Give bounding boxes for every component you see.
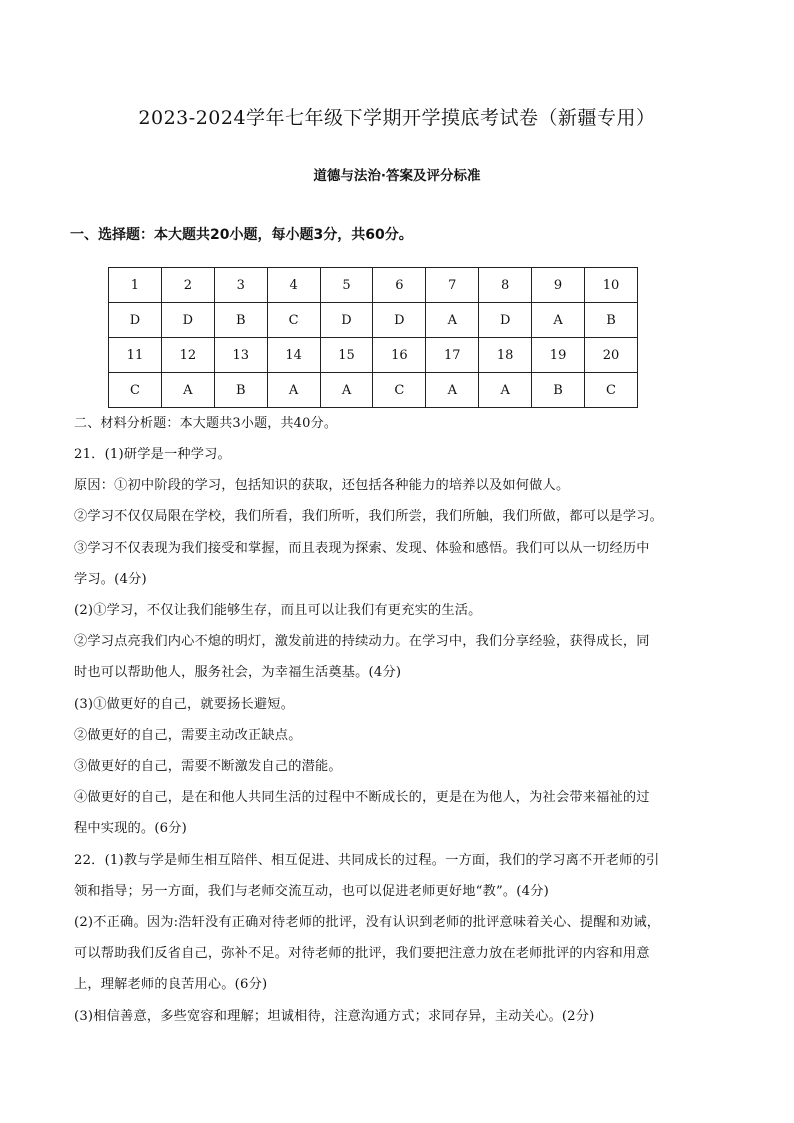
question-number-cell: 2 [161,268,214,303]
question-number-cell: 17 [426,338,479,373]
text-line: ②学习不仅仅局限在学校，我们所看，我们所听，我们所尝，我们所触，我们所做，都可以是学习。 [74,509,664,525]
text-line: ②做更好的自己，需要主动改正缺点。 [74,727,302,743]
text-line: ③做更好的自己，需要不断激发自己的潜能。 [74,759,342,774]
answer-table-row [109,303,638,338]
text-line: 领和指导；另一方面，我们与老师交流互动，也可以促进老师更好地“教”。(4分) [74,883,549,899]
question-number-cell: 9 [532,268,585,303]
question-number-cell: 3 [214,268,267,303]
text-line: 22．(1)教与学是师生相互陪伴、相互促进、共同成长的过程。一方面，我们的学习离不开老师的引 [74,852,660,868]
text-line: (3)相信善意，多些宽容和理解；坦诚相待，注意沟通方式；求同存异，主动关心。(2分) [74,1008,595,1024]
answer-cell: D [109,303,162,338]
answer-cell: D [320,303,373,338]
answer-cell: A [426,373,479,408]
text-line: 21．(1)研学是一种学习。 [74,447,231,462]
text-line: (2)①学习，不仅让我们能够生存，而且可以让我们有更充实的生活。 [74,603,482,618]
question-number-cell: 18 [479,338,532,373]
answer-cell: C [109,373,162,408]
answer-cell: A [161,373,214,408]
question-number-cell: 7 [426,268,479,303]
question-number-cell: 10 [585,268,638,303]
text-line: (2)不正确。因为:浩轩没有正确对待老师的批评，没有认识到老师的批评意味着关心、提醒和劝诫， [74,915,661,930]
answer-cell: A [479,373,532,408]
text-line: 可以帮助我们反省自己，弥补不足。对待老师的批评，我们要把注意力放在老师批评的内容和用意 [74,946,650,962]
answer-cell: C [373,373,426,408]
text-line: 学习。(4分) [74,571,147,587]
answer-cell: D [479,303,532,338]
text-line: (3)①做更好的自己，就要扬长避短。 [74,696,295,712]
answer-cell: A [532,303,585,338]
answer-table-row [109,373,638,408]
answer-cell: B [214,373,267,408]
text-line: 程中实现的。(6分) [74,821,187,837]
answer-cell: B [532,373,585,408]
answer-cell: A [320,373,373,408]
text-line: ②学习点亮我们内心不熄的明灯，激发前进的持续动力。在学习中，我们分享经验，获得成长，同 [74,634,650,650]
answer-cell: B [214,303,267,338]
answer-cell: D [161,303,214,338]
question-number-cell: 20 [585,338,638,373]
answer-cell: C [267,303,320,338]
question-number-cell: 6 [373,268,426,303]
text-line: ④做更好的自己，是在和他人共同生活的过程中不断成长的，更是在为他人，为社会带来福祉的过 [74,790,650,806]
text-line: 原因：①初中阶段的学习，包括知识的获取，还包括各种能力的培养以及如何做人。 [74,478,570,494]
text-line: 时也可以帮助他人，服务社会，为幸福生活奠基。(4分) [74,665,402,681]
page-title: 2023-2024学年七年级下学期开学摸底考试卷（新疆专用） [138,107,656,129]
answer-cell: D [373,303,426,338]
answer-cell: A [267,373,320,408]
answer-table-row [109,268,638,303]
question-number-cell: 5 [320,268,373,303]
section-heading-choice: 一、选择题：本大题共20小题，每小题3分，共60分。 [70,227,413,243]
question-number-cell: 14 [267,338,320,373]
question-number-cell: 19 [532,338,585,373]
answer-cell: A [426,303,479,338]
section-heading-analysis: 二、材料分析题：本大题共3小题，共40分。 [74,416,338,431]
answer-cell: B [585,303,638,338]
answer-table [108,267,638,408]
question-number-cell: 4 [267,268,320,303]
question-number-cell: 1 [109,268,162,303]
question-number-cell: 16 [373,338,426,373]
page-subtitle: 道德与法治·答案及评分标准 [313,168,481,184]
text-line: ③学习不仅表现为我们接受和掌握，而且表现为探索、发现、体验和感悟。我们可以从一切经历中 [74,540,650,556]
answer-cell: C [585,373,638,408]
question-number-cell: 11 [109,338,162,373]
question-number-cell: 13 [214,338,267,373]
answer-table-row [109,338,638,373]
question-number-cell: 12 [161,338,214,373]
question-number-cell: 15 [320,338,373,373]
text-line: 上，理解老师的良苦用心。(6分) [74,977,268,993]
question-number-cell: 8 [479,268,532,303]
